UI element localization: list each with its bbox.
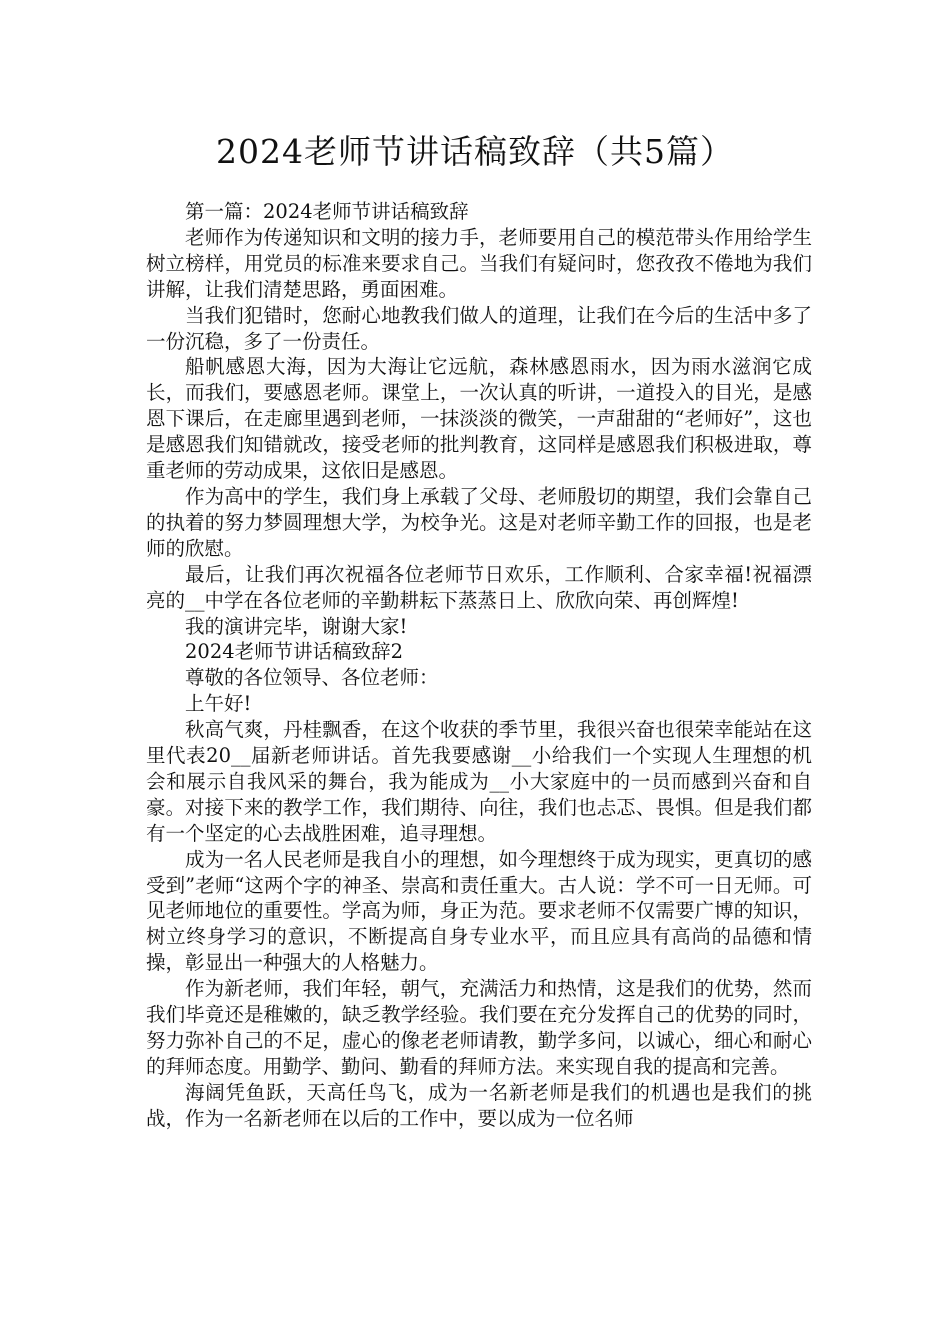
salutation: 尊敬的各位领导、各位老师： bbox=[185, 666, 439, 690]
paragraph: 作为高中的学生，我们身上承载了父母、老师殷切的期望，我们会靠自己的执着的努力梦圆理想大学，为校争光。这是对老师辛勤工作的回报，也是老师的欣慰。 bbox=[146, 484, 812, 560]
document-body bbox=[146, 199, 812, 1132]
section-heading: 2024老师节讲话稿致辞2 bbox=[185, 640, 404, 664]
paragraph: 老师作为传递知识和文明的接力手，老师要用自己的模范带头作用给学生树立榜样，用党员的标准来要求自己。当我们有疑问时，您孜孜不倦地为我们讲解，让我们清楚思路，勇面困难。 bbox=[146, 225, 812, 301]
paragraph: 成为一名人民老师是我自小的理想，如今理想终于成为现实，更真切的感受到”老师“这两个字的神圣、崇高和责任重大。古人说：学不可一日无师。可见老师地位的重要性。学高为师，身正为范。要求老师不仅需要广博的知识，树立终身学习的意识，不断提高自身专业水平，而且应具有高尚的品德和情操，彰显出一种强大的人格魅力。 bbox=[146, 847, 812, 975]
paragraph: 海阔凭鱼跃，天高任鸟飞，成为一名新老师是我们的机遇也是我们的挑战，作为一名新老师在以后的工作中，要以成为一位名师 bbox=[146, 1080, 812, 1130]
paragraph: 当我们犯错时，您耐心地教我们做人的道理，让我们在今后的生活中多了一份沉稳，多了一份责任。 bbox=[146, 303, 812, 353]
paragraph: 我的演讲完毕，谢谢大家! bbox=[185, 614, 408, 638]
section-heading: 第一篇：2024老师节讲话稿致辞 bbox=[185, 200, 469, 223]
greeting: 上午好! bbox=[185, 692, 252, 716]
paragraph: 船帆感恩大海，因为大海让它远航，森林感恩雨水，因为雨水滋润它成长，而我们，要感恩老师。课堂上，一次认真的听讲，一道投入的目光，是感恩下课后，在走廊里遇到老师，一抹淡淡的微笑，一声甜甜的“老师好”，这也是感恩我们知错就改，接受老师的批判教育，这同样是感恩我们积极进取，尊重老师的劳动成果，这依旧是感恩。 bbox=[146, 355, 812, 483]
paragraph: 最后，让我们再次祝福各位老师节日欢乐，工作顺利、合家幸福!祝福漂亮的__中学在各位老师的辛勤耕耘下蒸蒸日上、欣欣向荣、再创辉煌! bbox=[146, 562, 812, 612]
paragraph: 秋高气爽，丹桂飘香，在这个收获的季节里，我很兴奋也很荣幸能站在这里代表20__届新老师讲话。首先我要感谢__小给我们一个实现人生理想的机会和展示自我风采的舞台，我为能成为__小大家庭中的一员而感到兴奋和自豪。对接下来的教学工作，我们期待、向往，我们也忐忑、畏惧。但是我们都有一个坚定的心去战胜困难，追寻理想。 bbox=[146, 718, 812, 845]
document-title: 2024老师节讲话稿致辞（共5篇） bbox=[216, 132, 734, 171]
paragraph: 作为新老师，我们年轻，朝气，充满活力和热情，这是我们的优势，然而我们毕竟还是稚嫩的，缺乏教学经验。我们要在充分发挥自己的优势的同时，努力弥补自己的不足，虚心的像老老师请教，勤学多问，以诚心，细心和耐心的拜师态度。用勤学、勤问、勤看的拜师方法。来实现自我的提高和完善。 bbox=[146, 977, 812, 1078]
